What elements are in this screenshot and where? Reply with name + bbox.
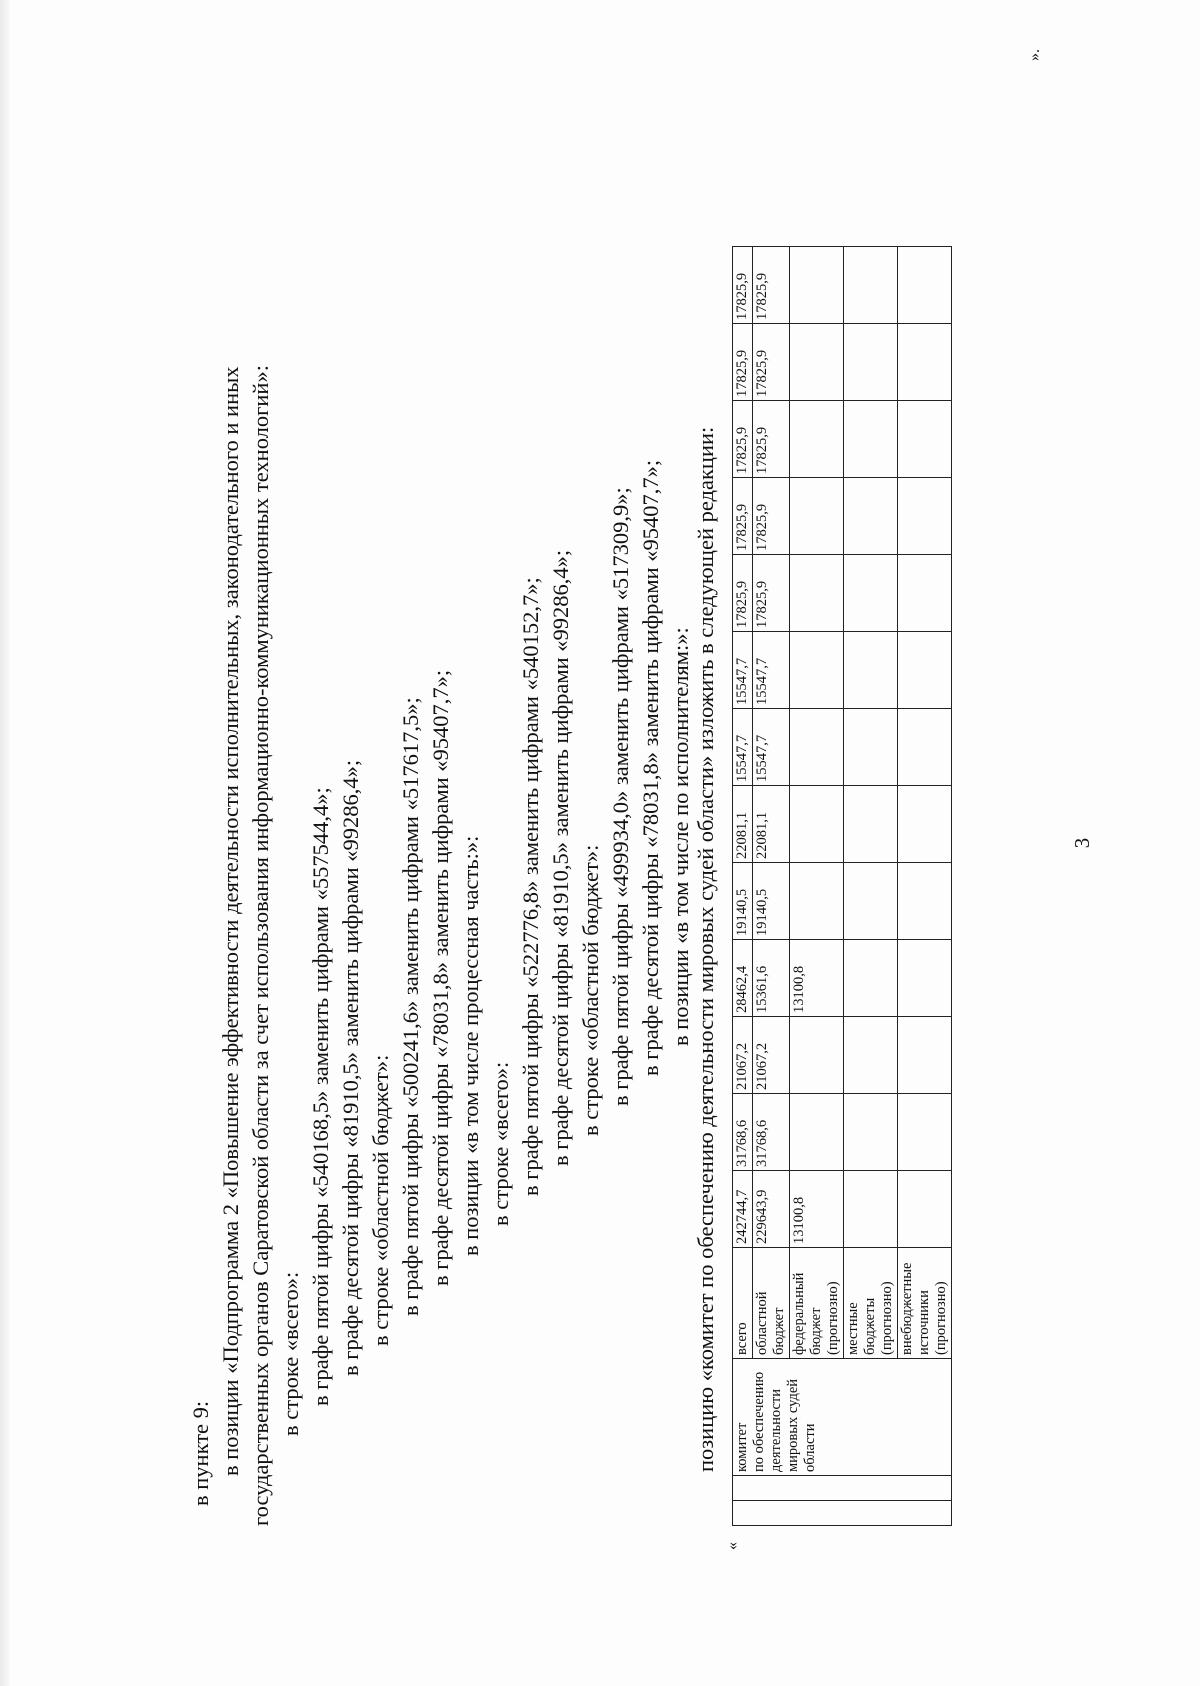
table-cell-value: 17825,9 [753,401,790,478]
table-cell-value: 17825,9 [733,324,753,401]
table-cell-value: 15547,7 [733,709,753,786]
table-cell-value: 15547,7 [733,632,753,709]
table-cell-value [790,786,844,863]
table-cell-value [790,555,844,632]
paragraph-col5-regional: в графе пятой цифры «500241,6» заменить цифрами «517617,5»; [398,697,423,1316]
table-cell-value [898,940,952,1017]
source-line: местные [845,1302,861,1355]
table-cell-value [898,709,952,786]
table-cell-value [898,478,952,555]
table-cell-value: 22081,1 [753,786,790,863]
source-line: бюджет [771,1307,787,1355]
table-row-local-budgets [844,247,898,1526]
source-line: федеральный [791,1272,807,1355]
table-cell-value [898,247,952,324]
table-cell-value: 28462,4 [733,940,753,1017]
table-cell-value [844,401,898,478]
table-cell-value [898,324,952,401]
table-cell-value [844,709,898,786]
paragraph-new-edition: позицию «комитет по обеспечению деятельности мировых судей области» изложить в следующей редакции: [693,426,718,1472]
table-cell-value [790,324,844,401]
table-cell-value: 17825,9 [753,478,790,555]
paragraph-row-regional-2: в строке «областной бюджет»: [578,844,603,1136]
table-cell-value [844,1094,898,1171]
table-cell-value [844,555,898,632]
table-cell-value: 17825,9 [733,401,753,478]
table-cell-value [844,247,898,324]
page-number: 3 [1070,837,1094,849]
executor-line: по обеспечению [751,1371,767,1472]
table-cell-value [898,401,952,478]
table-cell-value: 17825,9 [753,247,790,324]
table-cell-source [790,1248,844,1359]
source-line: бюджеты [862,1297,878,1355]
paragraph-by-executors: в позиции «в том числе по исполнителям:»: [668,627,693,1046]
table-cell-value [844,940,898,1017]
paragraph-process-part: в позиции «в том числе процессная часть:»: [458,835,483,1256]
table-row-extrabudgetary [898,247,952,1526]
table-cell-value [898,786,952,863]
table-cell-source [753,1248,790,1359]
executor-line: деятельности [768,1388,784,1472]
table-cell-value: 31768,6 [753,1094,790,1171]
executor-line: мировых судей [785,1378,801,1472]
table-cell-value [844,324,898,401]
paragraph-item-point: в пункте 9: [188,1400,213,1506]
table-cell-executor [733,1359,952,1476]
table-cell-value: 21067,2 [753,1017,790,1094]
table-cell-value [844,786,898,863]
table-cell-value [790,247,844,324]
closing-quote: ». [1026,49,1043,61]
source-line: (прогнозно) [933,1281,949,1355]
table-cell-value: 17825,9 [753,555,790,632]
table-cell-value [844,1171,898,1248]
table-cell-value [898,1094,952,1171]
paragraph-col10-regional: в графе десятой цифры «78031,8» заменить цифрами «95407,7»; [428,669,453,1286]
table-cell-value [844,863,898,940]
paragraph-col5-total-2: в графе пятой цифры «522776,8» заменить цифрами «540152,7»; [518,577,543,1196]
table-cell-value [790,1017,844,1094]
table-cell-value: 22081,1 [733,786,753,863]
paragraph-col10-total: в графе десятой цифры «81910,5» заменить цифрами «99286,4»; [338,759,363,1376]
table-cell-blank [733,1476,952,1501]
table-cell-value: 229643,9 [753,1171,790,1248]
table-cell-value [790,1094,844,1171]
paragraph-col5-regional-2: в графе пятой цифры «499934,0» заменить цифрами «517309,9»; [608,487,633,1106]
table-cell-value: 15547,7 [753,709,790,786]
paragraph-row-regional: в строке «областной бюджет»: [368,1054,393,1346]
table-cell-value: 21067,2 [733,1017,753,1094]
table-cell-value: 15361,6 [753,940,790,1017]
table-cell-value [844,632,898,709]
source-line: областной [754,1291,770,1355]
table-cell-value [898,632,952,709]
table-cell-value [898,863,952,940]
table-cell-value [790,478,844,555]
paragraph-row-total-2: в строке «всего»: [488,1061,513,1226]
table-cell-value [898,1017,952,1094]
opening-quote: « [724,1542,741,1550]
table-cell-value: 13100,8 [790,1171,844,1248]
table-cell-value [790,401,844,478]
table-cell-source [844,1248,898,1359]
paragraph-col10-regional-2: в графе десятой цифры «78031,8» заменить цифрами «95407,7»; [638,459,663,1076]
table-cell-value: 17825,9 [733,247,753,324]
table-cell-value [898,555,952,632]
table-cell-value: 19140,5 [753,863,790,940]
table-cell-value [844,478,898,555]
table-cell-blank [733,1501,952,1526]
budget-table [732,246,952,1526]
table-cell-value [844,1017,898,1094]
source-line: бюджет [808,1307,824,1355]
table-cell-value: 15547,7 [753,632,790,709]
source-line: (прогнозно) [879,1281,895,1355]
paragraph-subprogram: в позиции «Подпрограмма 2 «Повышение эффективности деятельности исполнительных, законодательного и иных [218,366,243,1476]
table-cell-source [898,1248,952,1359]
paragraph-row-total: в строке «всего»: [278,1271,303,1436]
table-cell-value: 242744,7 [733,1171,753,1248]
source-line: внебюджетные [899,1262,915,1355]
table-cell-value [790,709,844,786]
table-row-regional-budget [753,247,790,1526]
executor-line: области [802,1423,818,1472]
table-cell-value: 19140,5 [733,863,753,940]
table-cell-source [733,1248,753,1359]
table-row-federal-budget [790,247,844,1526]
table-cell-value [898,1171,952,1248]
table-cell-value: 17825,9 [733,478,753,555]
table-cell-value [790,863,844,940]
table-cell-value: 17825,9 [733,555,753,632]
document-body [186,66,696,1526]
table-cell-value: 31768,6 [733,1094,753,1171]
table-cell-value: 17825,9 [753,324,790,401]
table-row-total [733,247,753,1526]
source-line: всего [734,1322,750,1355]
paragraph-col10-total-2: в графе десятой цифры «81910,5» заменить цифрами «99286,4»; [548,549,573,1166]
table-cell-value: 13100,8 [790,940,844,1017]
paragraph-col5-total: в графе пятой цифры «540168,5» заменить цифрами «557544,4»; [308,787,333,1406]
table-cell-value [790,632,844,709]
executor-line: комитет [734,1422,750,1472]
source-line: (прогнозно) [825,1281,841,1355]
paragraph-subprogram-continued: государственных органов Саратовской области за счет использования информационно-коммуникационных технологий»: [248,365,273,1526]
source-line: источники [916,1290,932,1355]
